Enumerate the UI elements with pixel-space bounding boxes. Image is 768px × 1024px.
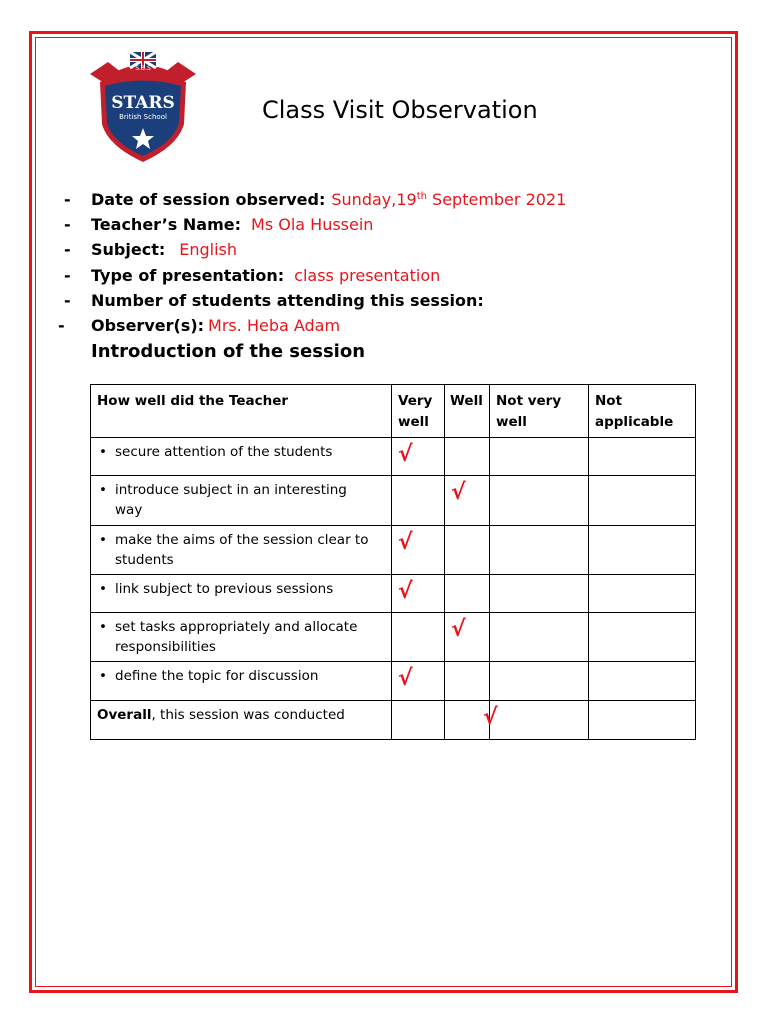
info-date: - Date of session observed: Sunday,19th September 2021	[64, 190, 567, 209]
page-title: Class Visit Observation	[262, 96, 538, 124]
logo-subtitle: British School	[119, 113, 167, 121]
header-not-applicable: Not applicable	[589, 385, 696, 438]
section-title: Introduction of the session	[91, 341, 366, 362]
bullet: •	[99, 444, 107, 460]
bullet: •	[99, 619, 107, 635]
table-row	[91, 613, 696, 662]
table-row	[91, 575, 696, 613]
info-students-label: Number of students attending this session:	[91, 290, 484, 310]
row-criterion: link subject to previous sessions	[115, 581, 334, 597]
bullet: •	[99, 581, 107, 597]
logo-name: STARS	[111, 93, 175, 113]
check-mark-icon: √	[483, 705, 498, 730]
logo-top-text: S.B.S	[135, 65, 151, 72]
info-date-label: Date of session observed:	[91, 190, 326, 209]
info-date-value: Sunday,19th September 2021	[331, 190, 567, 209]
row-criterion: introduce subject in an interesting way	[115, 482, 347, 518]
info-presentation-label: Type of presentation:	[91, 265, 285, 285]
check-mark-icon: √	[398, 442, 413, 467]
row-criterion: define the topic for discussion	[115, 668, 319, 684]
header-well: Well	[445, 385, 490, 438]
info-subject-value: English	[179, 240, 238, 260]
header-very-well: Very well	[392, 385, 445, 438]
table-row	[91, 476, 696, 526]
bullet: •	[99, 532, 107, 548]
row-criterion: make the aims of the session clear to students	[115, 532, 369, 568]
table-row	[91, 526, 696, 575]
table-header-row	[91, 385, 696, 438]
check-mark-icon: √	[398, 530, 413, 555]
check-mark-icon: √	[398, 666, 413, 691]
bullet: •	[99, 482, 107, 498]
info-subject-label: Subject:	[91, 240, 166, 260]
info-observer: - Observer(s): Mrs. Heba Adam	[58, 315, 341, 335]
info-subject: - Subject: English	[64, 240, 238, 260]
info-teacher: - Teacher’s Name: Ms Ola Hussein	[64, 215, 374, 235]
overall-label: Overall, this session was conducted	[97, 707, 345, 723]
info-presentation-value: class presentation	[294, 265, 441, 285]
info-presentation: - Type of presentation: class presentation	[64, 265, 441, 285]
info-students: - Number of students attending this session:	[64, 290, 484, 310]
check-mark-icon: √	[451, 617, 466, 642]
observation-table	[90, 384, 696, 740]
session-info	[60, 187, 700, 338]
school-logo	[88, 46, 198, 166]
header-not-very-well: Not very well	[490, 385, 589, 438]
info-observer-label: Observer(s):	[91, 315, 205, 335]
table-row	[91, 662, 696, 701]
row-criterion: secure attention of the students	[115, 444, 333, 460]
check-mark-icon: √	[398, 579, 413, 604]
header-criteria: How well did the Teacher	[91, 385, 392, 438]
table-row-overall	[91, 701, 696, 740]
check-mark-icon: √	[451, 480, 466, 505]
info-observer-value: Mrs. Heba Adam	[208, 315, 341, 335]
bullet: •	[99, 668, 107, 684]
table-row	[91, 438, 696, 476]
info-teacher-label: Teacher’s Name:	[91, 215, 242, 235]
row-criterion: set tasks appropriately and allocate responsibilities	[115, 619, 358, 655]
info-teacher-value: Ms Ola Hussein	[251, 215, 374, 235]
